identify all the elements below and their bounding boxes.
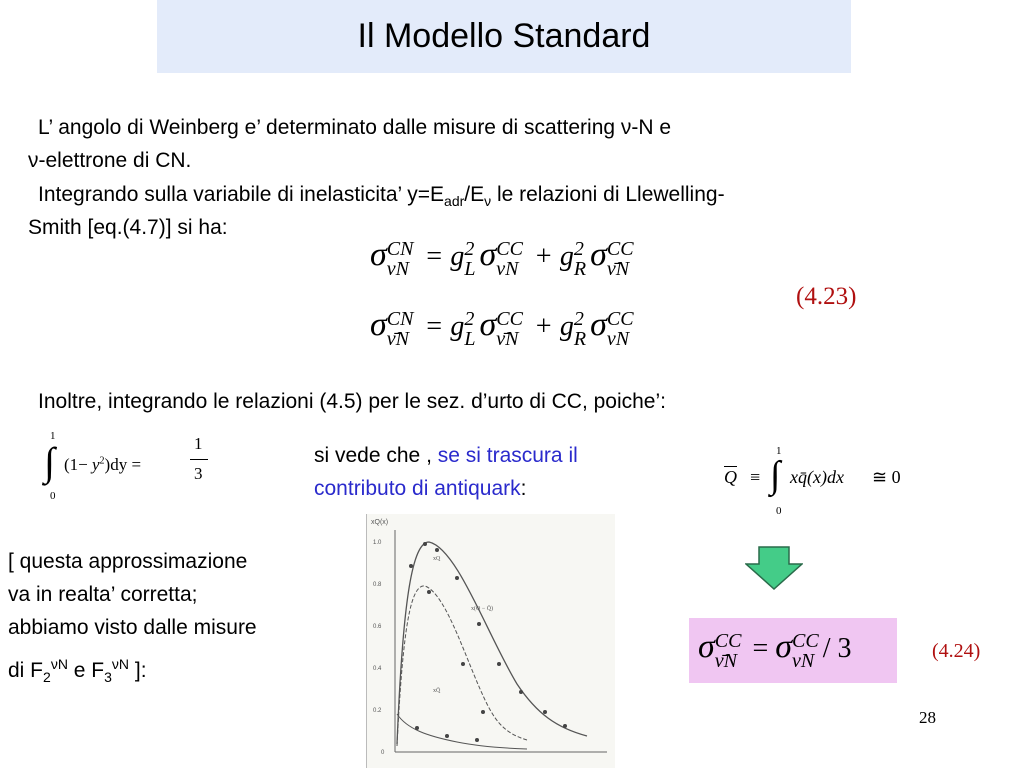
sigma-symbol: σ xyxy=(590,236,607,273)
para2-slash-e: /E xyxy=(464,183,485,206)
si-vede-blue-1: se si trascura il xyxy=(437,444,578,467)
page-title: Il Modello Standard xyxy=(357,17,651,55)
integral-lower: 0 xyxy=(50,490,56,502)
si-vede-colon: : xyxy=(520,477,527,500)
sigma-indices: CC νN xyxy=(496,237,523,280)
equiv-sign: ≡ xyxy=(750,467,761,487)
ytick: 0.8 xyxy=(373,582,382,588)
note-line1: [ questa approssimazione xyxy=(8,550,248,573)
data-points xyxy=(409,542,567,742)
para2-text-a: Integrando sulla variabile di inelasticita’ y=E xyxy=(38,183,445,206)
eq-4-24 xyxy=(698,628,852,671)
divide-three: / 3 xyxy=(822,633,852,664)
ytick: 0 xyxy=(381,750,385,756)
para2-line2: Smith [eq.(4.7)] si ha: xyxy=(28,216,228,239)
si-vede-line2 xyxy=(314,474,526,503)
si-vede-text: si vede che , xyxy=(314,444,438,467)
plus-g: + g xyxy=(533,311,574,342)
sigma-indices: CN νN xyxy=(386,237,414,280)
sigma-indices: CC νN xyxy=(792,629,819,672)
sigma-symbol: σ xyxy=(370,236,387,273)
ytick: 0.6 xyxy=(373,624,382,630)
sigma-indices: CC ν̄N xyxy=(714,629,742,672)
sigma-symbol: σ xyxy=(698,628,715,665)
gr-indices: 2 R xyxy=(573,307,587,350)
curve-label: xQ̄ xyxy=(433,688,441,694)
sub-nu: ν xyxy=(484,193,492,210)
page-number: 28 xyxy=(919,708,936,727)
down-arrow-icon xyxy=(745,546,803,590)
integrand-2: xq̄(x)dx xyxy=(790,467,844,487)
structure-function-plot xyxy=(366,514,615,768)
equation-number-4-24: (4.24) xyxy=(932,640,981,662)
note-line3: abbiamo visto dalle misure xyxy=(8,616,257,639)
plus-g: + g xyxy=(533,241,574,272)
para2-text-b: le relazioni di Llewelling- xyxy=(491,183,725,206)
si-vede-line1 xyxy=(314,441,578,470)
plot-ylabel: xQ(x) xyxy=(371,519,389,526)
integral-1 xyxy=(44,430,224,510)
integral-upper: 1 xyxy=(776,445,782,457)
curve-label: x(Q − Q̄) xyxy=(471,606,494,612)
note-line2: va in realta’ corretta; xyxy=(8,583,198,606)
ytick: 0.4 xyxy=(373,666,382,672)
integrand: $(1- y^2)dy$ = xyxy=(64,455,142,474)
eq-sign-g: = g xyxy=(424,311,465,342)
sigma-symbol: σ xyxy=(479,306,497,343)
curve-label: xQ xyxy=(433,556,441,562)
integral-lower: 0 xyxy=(776,505,782,517)
plot-svg xyxy=(367,514,615,768)
integral-sign: ∫ xyxy=(44,439,55,484)
curve-sea xyxy=(397,714,527,749)
para2-line1 xyxy=(38,180,725,216)
sub-adr: adr xyxy=(444,193,465,210)
title-banner xyxy=(157,0,851,73)
integral-upper: 1 xyxy=(50,430,56,442)
equation-number-4-23: (4.23) xyxy=(796,283,857,310)
sigma-indices: CC ν̄N xyxy=(496,307,523,350)
fraction-bar xyxy=(190,459,208,460)
fraction-denominator: 3 xyxy=(194,464,203,483)
fraction-numerator: 1 xyxy=(194,434,203,453)
integral-sign: ∫ xyxy=(770,454,781,496)
para1-line2: ν-elettrone di CN. xyxy=(28,149,192,172)
integral-2 xyxy=(722,445,922,520)
gr-indices: 2 R xyxy=(573,237,587,280)
note-line4: di $F_2^{\nu N}$ e $F_3^{\nu N}$ ]: xyxy=(8,656,147,686)
eq-4-23-line2 xyxy=(370,306,638,349)
eq-4-23-line1 xyxy=(370,236,638,279)
ytick: 0.2 xyxy=(373,708,382,714)
para1-line1: L’ angolo di Weinberg e’ determinato dalle misure di scattering ν-N e xyxy=(38,116,672,139)
ytick: 1.0 xyxy=(373,540,382,546)
gl-indices: 2 L xyxy=(464,237,476,280)
sigma-symbol: σ xyxy=(775,628,793,665)
equals-sign: = xyxy=(752,633,769,664)
eq-sign-g: = g xyxy=(424,241,465,272)
sigma-symbol: σ xyxy=(479,236,497,273)
para3: Inoltre, integrando le relazioni (4.5) per le sez. d’urto di CC, poiche’: xyxy=(38,390,666,413)
sigma-indices: CC ν̄N xyxy=(606,237,634,280)
sigma-indices: CC νN xyxy=(606,307,634,350)
si-vede-blue-2: contributo di antiquark xyxy=(314,477,521,500)
sigma-symbol: σ xyxy=(370,306,387,343)
q-bar: $\overline{Q}$ xyxy=(724,467,737,487)
sigma-symbol: σ xyxy=(590,306,607,343)
gl-indices: 2 L xyxy=(464,307,476,350)
approx-zero: ≅ 0 xyxy=(872,467,901,487)
sigma-indices: CN ν̄N xyxy=(386,307,414,350)
